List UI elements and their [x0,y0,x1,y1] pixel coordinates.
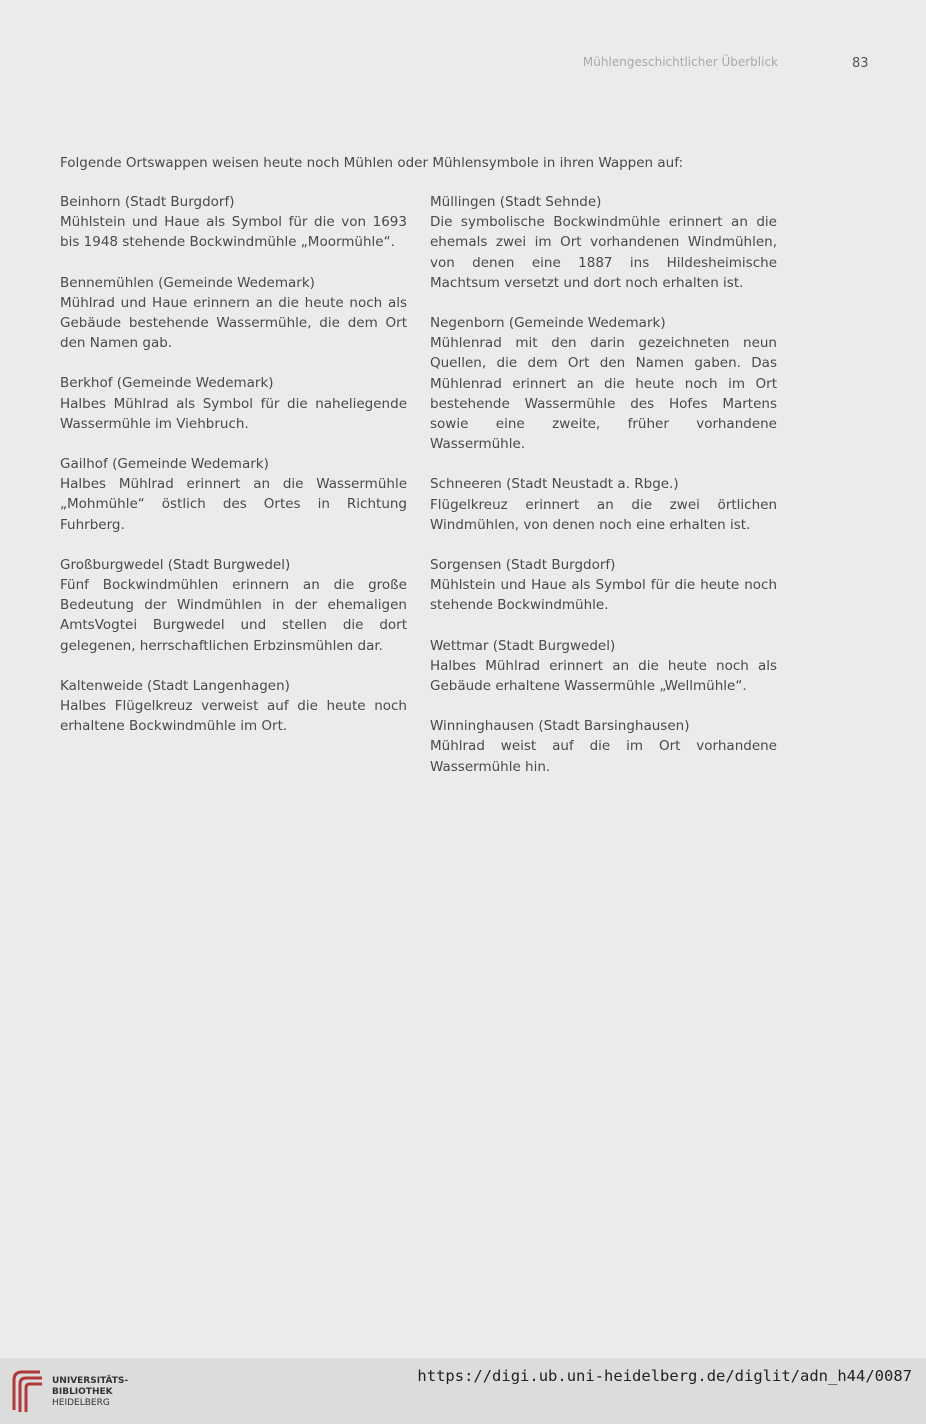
entry-title: Sorgensen (Stadt Burgdorf) [430,557,616,574]
entry-text: Die symbolische Bockwindmühle erinnert an die ehemals zwei im Ort vorhandenen Windmühlen, von denen eine 1887 ins Hildesheimische Machtsum versetzt und dort noch erhalten ist. [430,214,777,291]
entry-text: Halbes Flügelkreuz verweist auf die heute noch erhaltene Bockwindmühle im Ort. [60,698,407,735]
running-header: Mühlengeschichtlicher Überblick [582,55,778,69]
entry-title: Berkhof (Gemeinde Wedemark) [60,375,274,392]
coat-of-arms-entry [60,273,407,354]
coat-of-arms-entry [430,192,777,293]
entry-title: Schneeren (Stadt Neustadt a. Rbge.) [430,476,679,493]
coat-of-arms-entry [60,192,407,253]
coat-of-arms-entry [430,313,777,454]
entry-text: Halbes Mühlrad erinnert an die heute noch als Gebäude erhaltene Wassermühle „Wellmühle“. [430,657,777,695]
library-name-line: HEIDELBERG [52,1398,110,1408]
entry-text: Flügelkreuz erinnert an die zwei örtlichen Windmühlen, von denen noch eine erhalten ist. [430,496,777,533]
entry-text: Mühlstein und Haue als Symbol für die heute noch stehende Bockwindmühle. [430,577,777,614]
library-name-line: UNIVERSITÄTS- [52,1376,129,1386]
library-name-line: BIBLIOTHEK [52,1387,113,1397]
entry-text: Halbes Mühlrad erinnert an die Wassermühle „Mohmühle“ östlich des Ortes in Richtung Fuhrberg. [60,476,407,533]
entry-title: Negenborn (Gemeinde Wedemark) [430,315,666,332]
entry-title: Kaltenweide (Stadt Langenhagen) [60,677,290,694]
entry-title: Bennemühlen (Gemeinde Wedemark) [60,274,315,291]
permalink-url[interactable]: https://digi.ub.uni-heidelberg.de/diglit/adn_h44/0087 [417,1367,912,1385]
page-number: 83 [852,56,869,71]
coat-of-arms-entry [430,555,777,616]
entry-title: Winninghausen (Stadt Barsinghausen) [430,718,690,735]
entry-text: Mühlenrad mit den darin gezeichneten neun Quellen, die dem Ort den Namen gaben. Das Mühlenrad erinnert an die heute noch im Ort bestehende Wassermühle des Hofes Martens sowie eine zweite, früher vorhandene Wassermühle. [430,335,777,453]
entry-text: Mühlrad und Haue erinnern an die heute noch als Gebäude bestehende Wassermühle, die dem Ort den Namen gab. [60,294,407,352]
entry-title: Wettmar (Stadt Burgwedel) [430,637,616,654]
right-column [430,192,777,797]
entry-title: Beinhorn (Stadt Burgdorf) [60,194,235,210]
coat-of-arms-entry [60,454,407,535]
library-logo-icon [10,1366,46,1416]
entry-title: Gailhof (Gemeinde Wedemark) [60,456,269,473]
left-column [60,192,407,756]
entry-text: Fünf Bockwindmühlen erinnern an die große Bedeutung der Windmühlen in der ehemaligen AmtsVogtei Burgwedel und stellen die dort gelegenen, herrschaftlichen Erbzinsmühlen dar. [60,577,407,654]
library-name [52,1376,128,1409]
coat-of-arms-entry [430,636,777,697]
entry-text: Mühlrad weist auf die im Ort vorhandene Wassermühle hin. [430,738,777,775]
intro-paragraph: Folgende Ortswappen weisen heute noch Mühlen oder Mühlensymbole in ihren Wappen auf: [60,155,684,171]
coat-of-arms-entry [60,676,407,737]
entry-title: Großburgwedel (Stadt Burgwedel) [60,556,291,573]
coat-of-arms-entry [430,474,777,535]
entry-text: Halbes Mühlrad als Symbol für die naheliegende Wassermühle im Viehbruch. [60,395,407,432]
coat-of-arms-entry [430,716,777,777]
coat-of-arms-entry [60,373,407,434]
coat-of-arms-entry [60,555,407,656]
entry-text: Mühlstein und Haue als Symbol für die von 1693 bis 1948 stehende Bockwindmühle „Moormühle“. [60,214,407,251]
entry-title: Müllingen (Stadt Sehnde) [430,194,602,210]
digitization-footer [0,1358,926,1424]
